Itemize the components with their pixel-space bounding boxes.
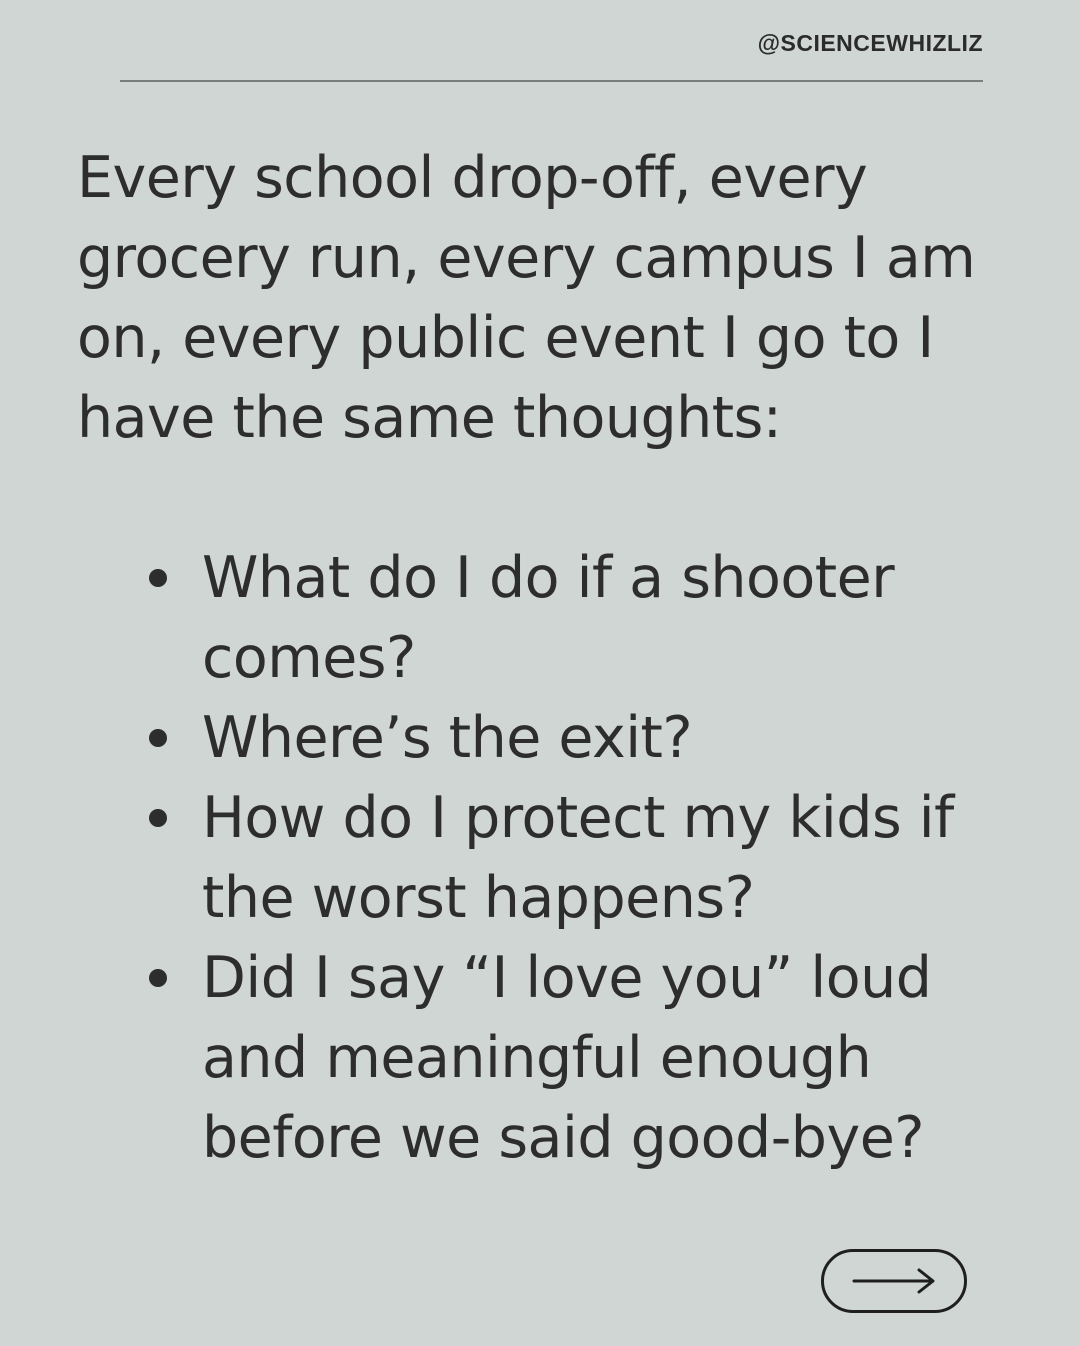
list-item-text: What do I do if a shooter comes? (202, 545, 895, 691)
list-item (140, 698, 1000, 778)
bullet-icon (149, 729, 167, 747)
list-item-text: How do I protect my kids if the worst happens? (202, 785, 954, 931)
bullet-icon (149, 569, 167, 587)
header-divider (120, 80, 983, 82)
bullet-icon (149, 809, 167, 827)
arrow-right-icon (852, 1268, 936, 1294)
list-item (140, 538, 1000, 698)
account-handle: @SCIENCEWHIZLIZ (757, 30, 983, 56)
list-item (140, 778, 1000, 938)
bullet-icon (149, 969, 167, 987)
intro-text: Every school drop-off, every grocery run, every campus I am on, every public event I go to I have the same thoughts: (77, 145, 976, 451)
list-item-text: Did I say “I love you” loud and meaningful enough before we said good-bye? (202, 945, 932, 1171)
next-slide-button[interactable] (821, 1249, 967, 1313)
thoughts-list (140, 538, 1000, 1178)
list-item (140, 938, 1000, 1178)
list-item-text: Where’s the exit? (202, 705, 693, 771)
